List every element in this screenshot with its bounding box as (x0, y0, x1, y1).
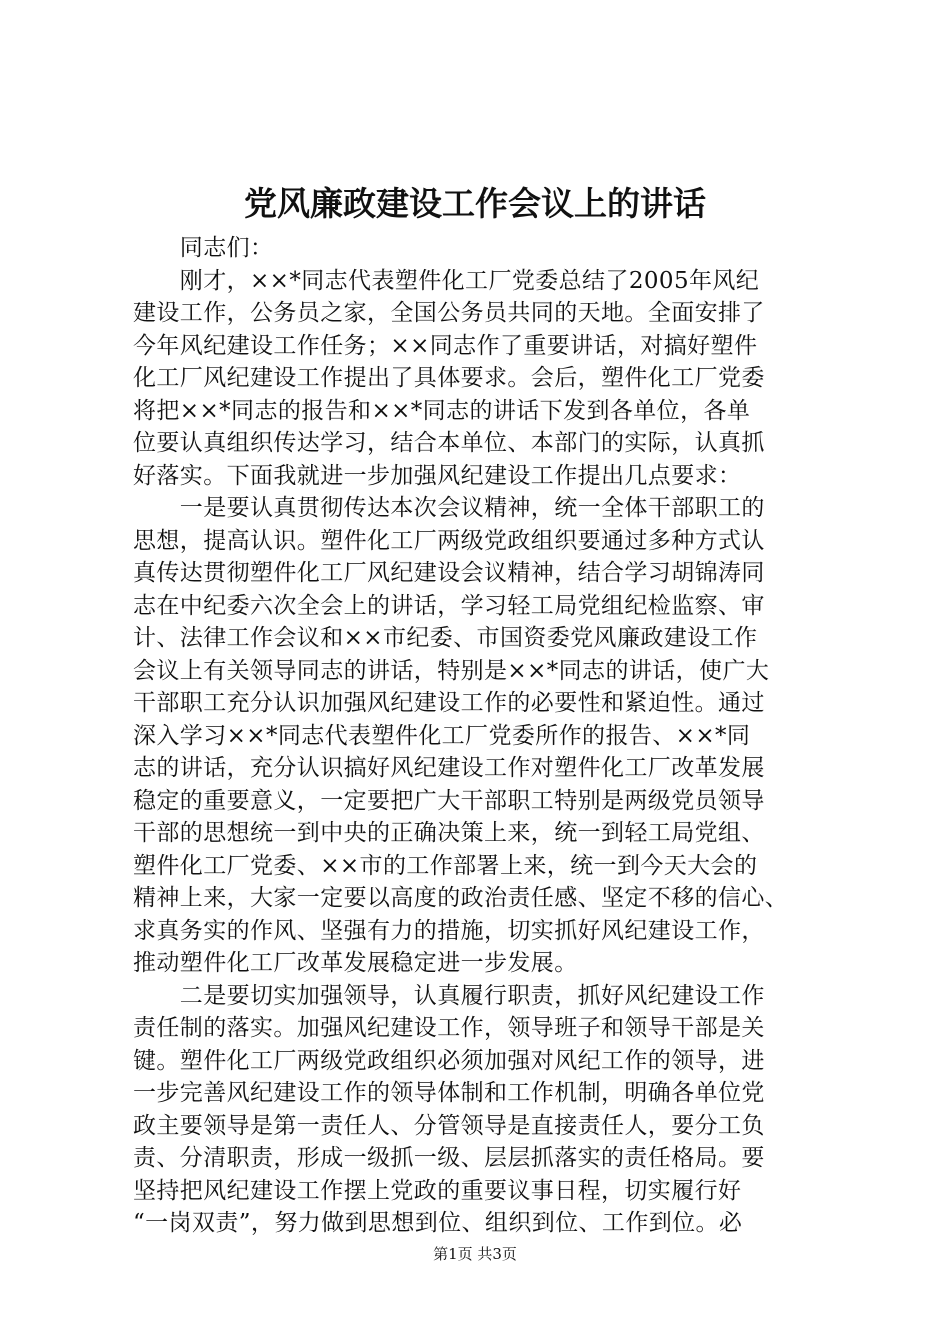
body-line: 稳定的重要意义，一定要把广大干部职工特别是两级党员领导 (133, 787, 765, 814)
body-line: 精神上来，大家一定要以高度的政治责任感、坚定不移的信心、 (133, 885, 789, 911)
body-line: 干部职工充分认识加强风纪建设工作的必要性和紧迫性。通过 (133, 690, 765, 716)
body-line: 今年风纪建设工作任务；××同志作了重要讲话，对搞好塑件 (133, 332, 758, 359)
body-line: 志在中纪委六次全会上的讲话，学习轻工局党组纪检监察、审 (133, 592, 765, 619)
body-line: 刚才，××*同志代表塑件化工厂党委总结了2005年风纪 (133, 267, 760, 294)
body-line: 位要认真组织传达学习，结合本单位、本部门的实际，认真抓 (133, 430, 765, 456)
body-line: 深入学习××*同志代表塑件化工厂党委所作的报告、××*同 (133, 722, 751, 749)
body-line: 一步完善风纪建设工作的领导体制和工作机制，明确各单位党 (133, 1080, 765, 1106)
document-title: 党风廉政建设工作会议上的讲话 (244, 184, 706, 223)
body-line: 责、分清职责，形成一级抓一级、层层抓落实的责任格局。要 (133, 1145, 765, 1171)
body-line: 志的讲话，充分认识搞好风纪建设工作对塑件化工厂改革发展 (133, 755, 765, 781)
body-line: 建设工作，公务员之家，全国公务员共同的天地。全面安排了 (133, 300, 765, 326)
body-line: 政主要领导是第一责任人、分管领导是直接责任人，要分工负 (133, 1112, 765, 1139)
body-line: 坚持把风纪建设工作摆上党政的重要议事日程，切实履行好 (133, 1177, 742, 1204)
body-line: 同志们： (133, 235, 274, 261)
body-line: 干部的思想统一到中央的正确决策上来，统一到轻工局党组、 (133, 820, 765, 846)
document-body (133, 232, 833, 1240)
body-line: 求真务实的作风、坚强有力的措施，切实抓好风纪建设工作， (133, 917, 765, 944)
body-line: 推动塑件化工厂改革发展稳定进一步发展。 (133, 950, 578, 976)
body-line: 好落实。下面我就进一步加强风纪建设工作提出几点要求： (133, 462, 742, 489)
page-number-footer: 第1页 共3页 (433, 1245, 517, 1263)
body-line: 将把××*同志的报告和××*同志的讲话下发到各单位，各单 (133, 397, 751, 424)
body-line: 计、法律工作会议和××市纪委、市国资委党风廉政建设工作 (133, 625, 758, 651)
body-line: 会议上有关领导同志的讲话，特别是××*同志的讲话，使广大 (133, 657, 770, 684)
body-line: 思想，提高认识。塑件化工厂两级党政组织要通过多种方式认 (133, 527, 765, 554)
body-line: 塑件化工厂党委、××市的工作部署上来，统一到今天大会的 (133, 852, 758, 879)
body-line: 二是要切实加强领导，认真履行职责，抓好风纪建设工作 (133, 982, 765, 1009)
body-line: 责任制的落实。加强风纪建设工作，领导班子和领导干部是关 (133, 1015, 765, 1041)
body-line: 真传达贯彻塑件化工厂风纪建设会议精神，结合学习胡锦涛同 (133, 560, 765, 586)
body-line: 键。塑件化工厂两级党政组织必须加强对风纪工作的领导，进 (133, 1047, 765, 1074)
body-line: “一岗双责”，努力做到思想到位、组织到位、工作到位。必 (133, 1210, 743, 1236)
body-line: 化工厂风纪建设工作提出了具体要求。会后，塑件化工厂党委 (133, 365, 765, 391)
body-line: 一是要认真贯彻传达本次会议精神，统一全体干部职工的 (133, 495, 765, 521)
